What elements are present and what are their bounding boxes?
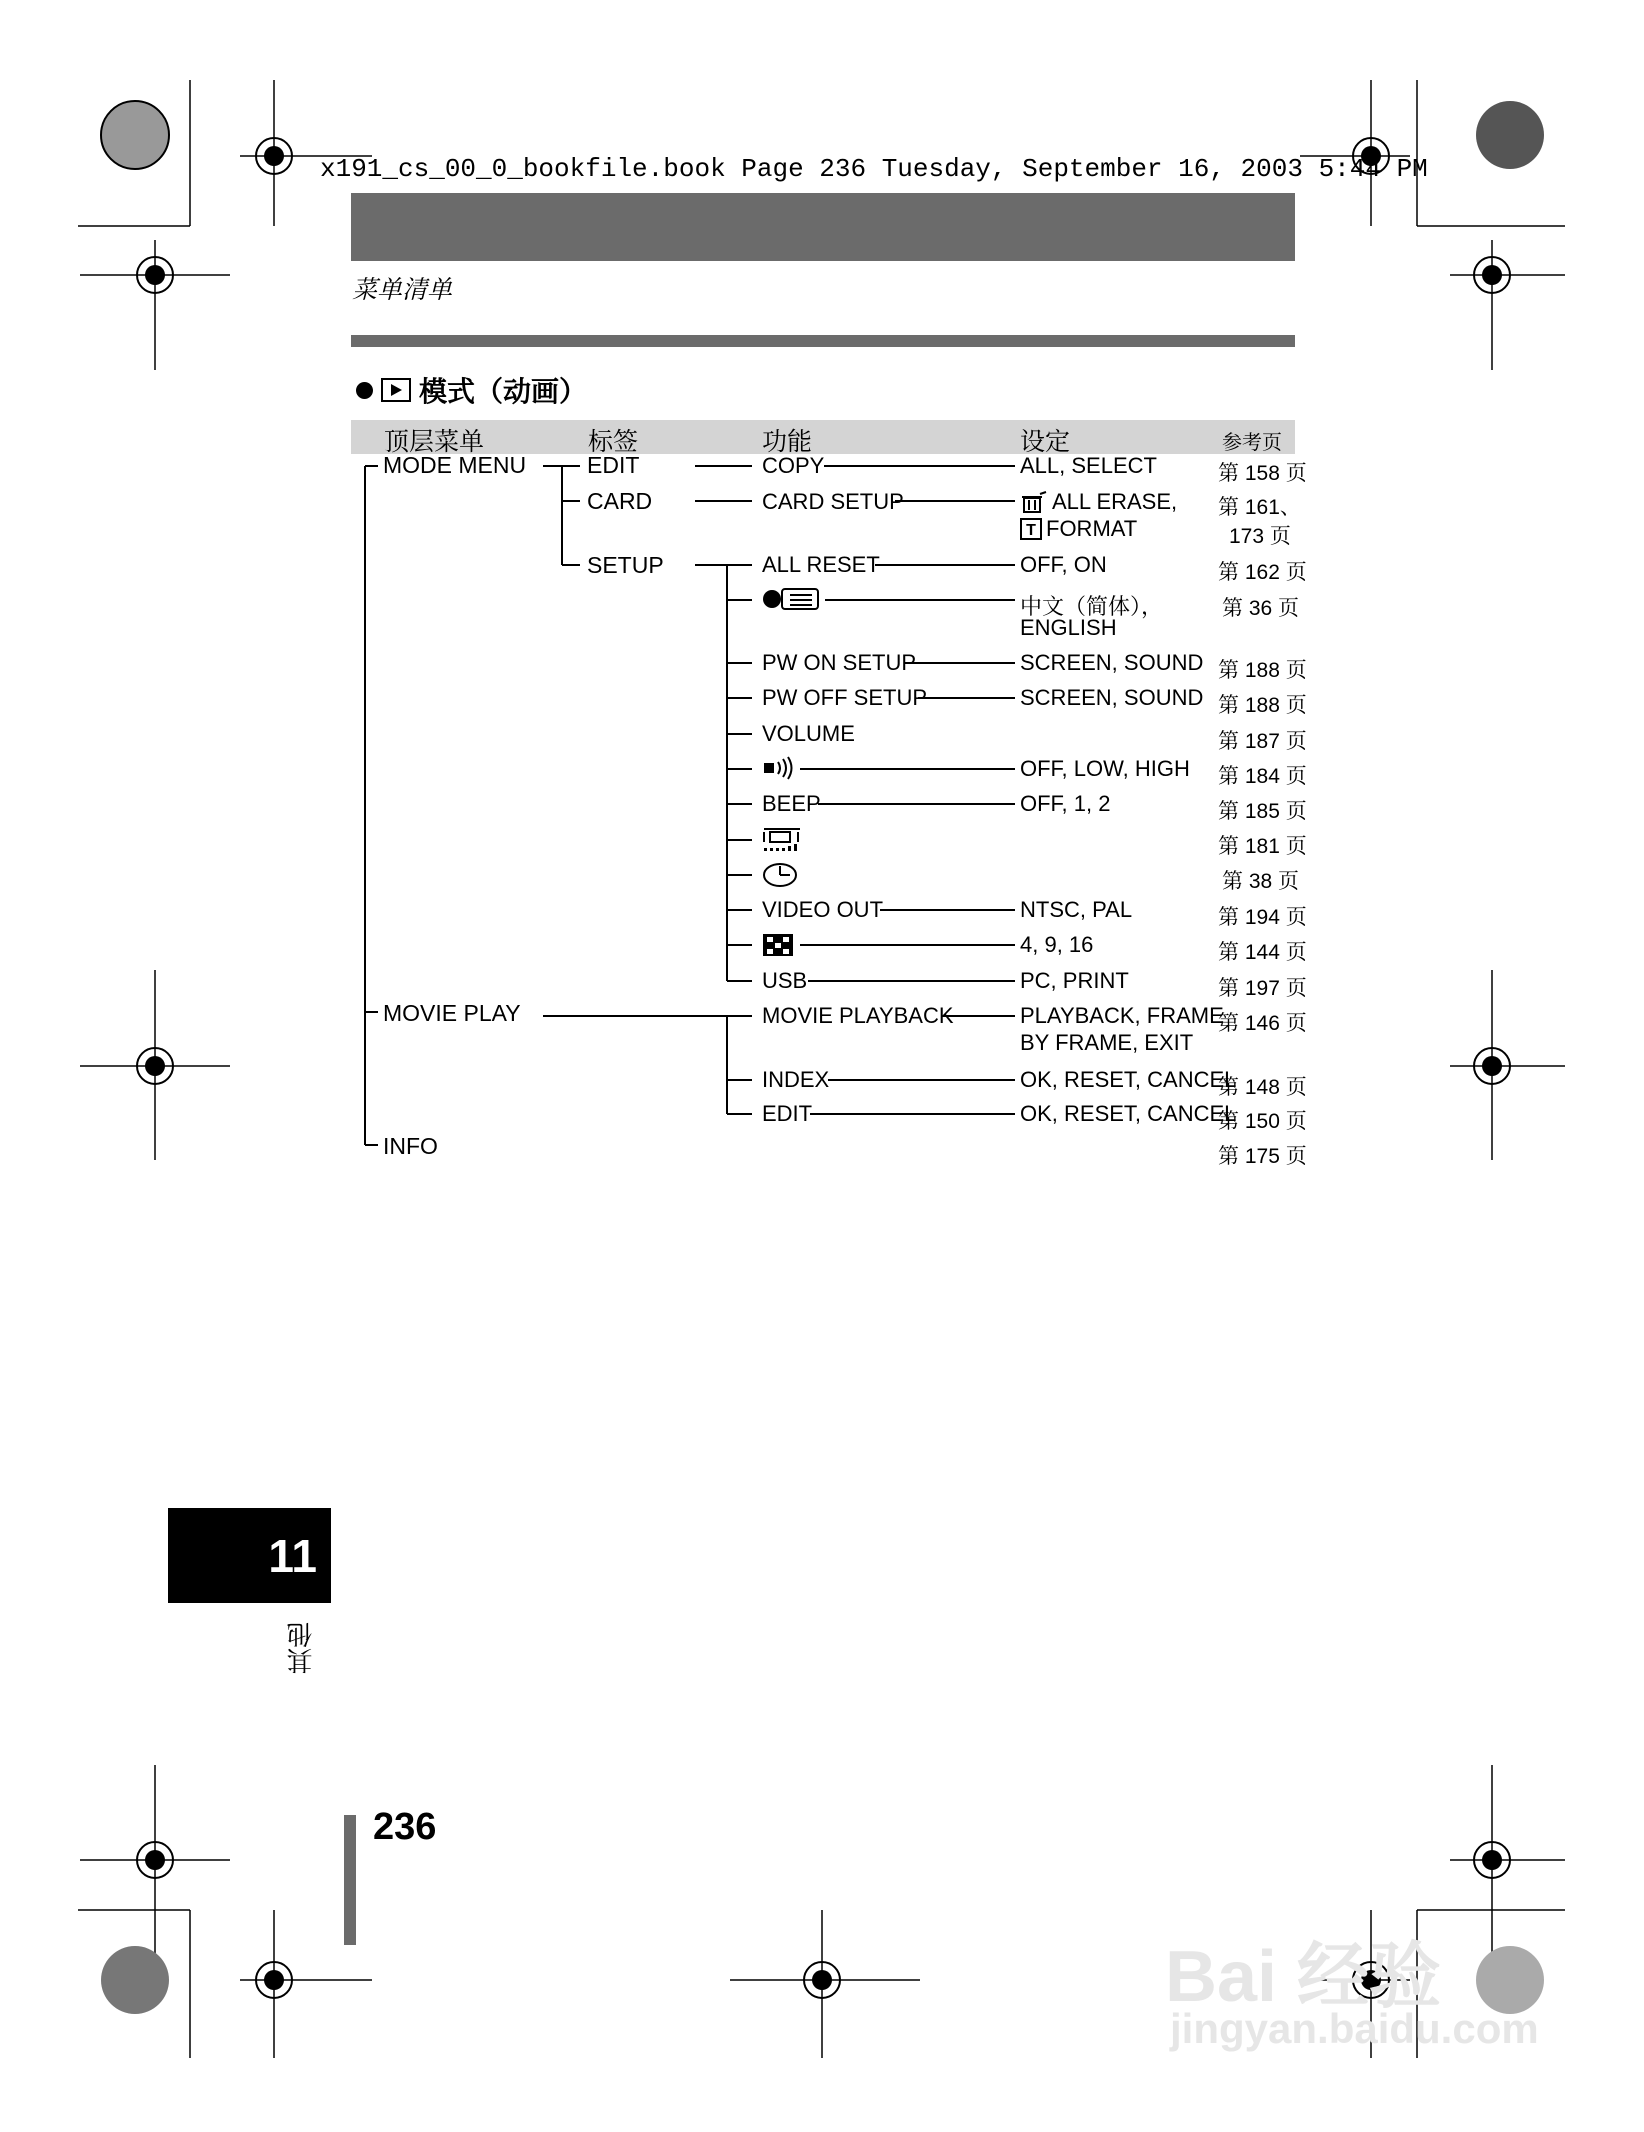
file-header-line: x191_cs_00_0_bookfile.book Page 236 Tuesday, September 16, 2003 5:44 PM: [320, 154, 1428, 184]
setting-language: 中文（简体），: [1020, 594, 1164, 619]
tab-setup: SETUP: [587, 552, 664, 578]
tab-edit: EDIT: [587, 452, 640, 478]
setting-edit: OK, RESET, CANCEL: [1020, 1101, 1237, 1126]
setting-speaker: OFF, LOW, HIGH: [1020, 756, 1190, 781]
function-index-grid: [762, 933, 794, 963]
function-video-out: VIDEO OUT: [762, 897, 884, 922]
ref-all-reset: 第 162 页: [1218, 561, 1307, 584]
setting-usb: PC, PRINT: [1020, 968, 1129, 993]
chapter-label: 其他: [286, 1622, 316, 1674]
watermark-url: jingyan.baidu.com: [1170, 2005, 1539, 2052]
ref-volume: 第 187 页: [1218, 730, 1307, 753]
setting-language-2: ENGLISH: [1020, 615, 1117, 640]
function-volume: VOLUME: [762, 721, 855, 746]
tab-card: CARD: [587, 488, 653, 514]
setting-card-setup: [1020, 489, 1177, 515]
menu-mode-menu: MODE MENU: [383, 452, 527, 478]
function-language: [762, 586, 822, 620]
trash-icon: [1020, 491, 1048, 513]
function-usb: USB: [762, 968, 808, 993]
chapter-tab: 11: [168, 1508, 331, 1603]
brightness-icon: [762, 826, 802, 854]
section-title-text: 模式（动画）: [419, 376, 588, 407]
ref-movie-playback: 第 146 页: [1218, 1012, 1307, 1035]
ref-card-setup-2: 173 页: [1229, 525, 1291, 548]
ref-language: 第 36 页: [1222, 597, 1300, 620]
menu-info: INFO: [383, 1133, 438, 1159]
function-pw-off-setup: PW OFF SETUP: [762, 685, 927, 710]
ref-clock: 第 38 页: [1222, 870, 1300, 893]
grid-icon: [762, 933, 794, 957]
ref-beep: 第 185 页: [1218, 800, 1307, 823]
ref-info: 第 175 页: [1218, 1145, 1307, 1168]
setting-card-setup-line1: ALL ERASE,: [1052, 489, 1178, 514]
function-copy: COPY: [762, 453, 825, 478]
ref-brightness: 第 181 页: [1218, 835, 1307, 858]
col-function: 功能: [762, 428, 813, 456]
ref-index-grid: 第 144 页: [1218, 941, 1307, 964]
function-speaker: [762, 756, 796, 786]
function-movie-playback: MOVIE PLAYBACK: [762, 1003, 954, 1028]
col-ref: 参考页: [1222, 432, 1282, 454]
function-brightness: [762, 826, 802, 860]
ref-index: 第 148 页: [1218, 1076, 1307, 1099]
ref-card-setup: 第 161、: [1218, 496, 1301, 519]
function-card-setup: CARD SETUP: [762, 489, 904, 514]
page-number-bar: [344, 1815, 356, 1945]
clock-icon: [762, 862, 798, 888]
function-all-reset: ALL RESET: [762, 552, 880, 577]
ref-usb: 第 197 页: [1218, 977, 1307, 1000]
function-pw-on-setup: PW ON SETUP: [762, 650, 917, 675]
function-clock: [762, 862, 798, 894]
setting-card-setup-2: [1020, 516, 1137, 542]
ref-video-out: 第 194 页: [1218, 906, 1307, 929]
setting-card-setup-line2: FORMAT: [1046, 516, 1138, 541]
speaker-icon: [762, 756, 796, 780]
setting-movie-playback-2: BY FRAME, EXIT: [1020, 1030, 1194, 1055]
ref-speaker: 第 184 页: [1218, 765, 1307, 788]
setting-pw-on-setup: SCREEN, SOUND: [1020, 650, 1204, 675]
setting-index-grid: 4, 9, 16: [1020, 932, 1094, 957]
svg-text:T: T: [1026, 522, 1036, 539]
function-edit: EDIT: [762, 1101, 813, 1126]
col-top-menu: 顶层菜单: [384, 428, 485, 456]
format-icon: [1020, 518, 1042, 540]
ref-copy: 第 158 页: [1218, 462, 1307, 485]
function-beep: BEEP: [762, 791, 821, 816]
language-icon: [762, 586, 822, 614]
setting-beep: OFF, 1, 2: [1020, 791, 1111, 816]
ref-pw-off-setup: 第 188 页: [1218, 694, 1307, 717]
menu-movie-play: MOVIE PLAY: [383, 1000, 521, 1026]
setting-video-out: NTSC, PAL: [1020, 897, 1133, 922]
setting-pw-off-setup: SCREEN, SOUND: [1020, 685, 1204, 710]
col-setting: 设定: [1020, 428, 1071, 456]
ref-edit: 第 150 页: [1218, 1110, 1307, 1133]
page-number: 236: [373, 1806, 437, 1848]
setting-movie-playback: PLAYBACK, FRAME: [1020, 1003, 1224, 1028]
setting-index: OK, RESET, CANCEL: [1020, 1067, 1237, 1092]
page-subtitle: 菜单清单: [352, 276, 453, 304]
function-index: INDEX: [762, 1067, 830, 1092]
setting-all-reset: OFF, ON: [1020, 552, 1107, 577]
setting-copy: ALL, SELECT: [1020, 453, 1157, 478]
watermark-logo: Bai 经验: [1165, 1937, 1442, 2017]
ref-pw-on-setup: 第 188 页: [1218, 659, 1307, 682]
col-tab: 标签: [588, 428, 639, 456]
